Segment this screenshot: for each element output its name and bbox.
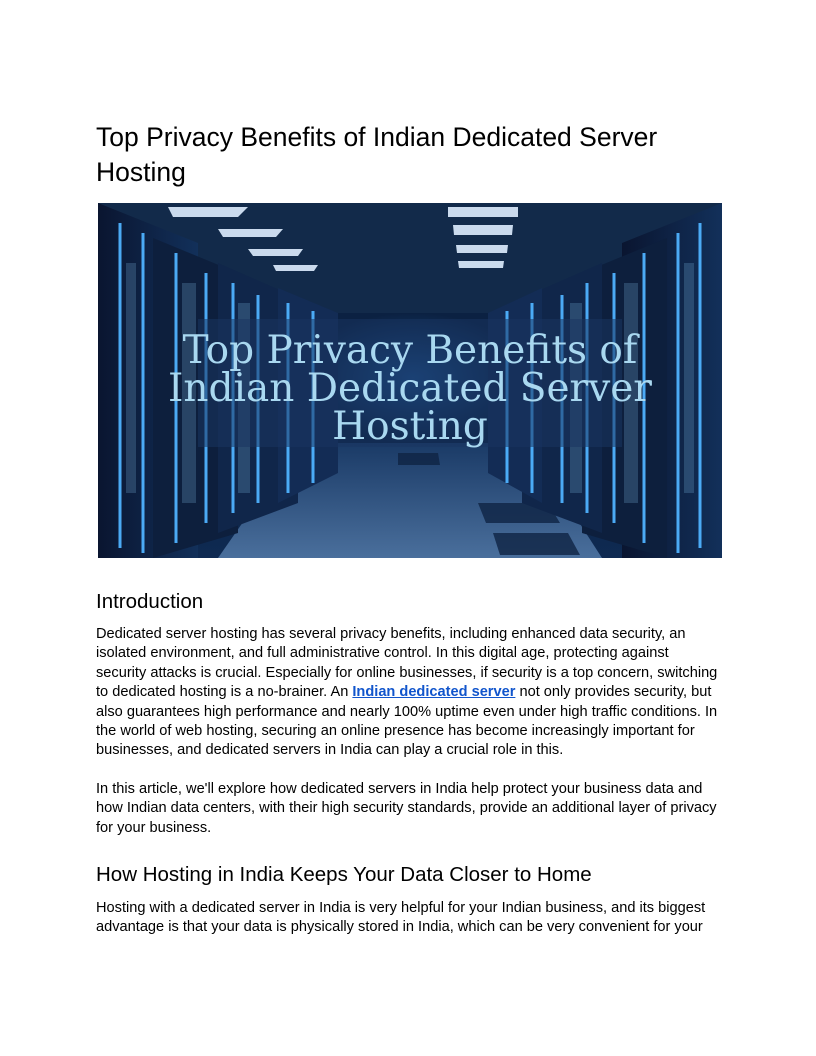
- document-title: Top Privacy Benefits of Indian Dedicated Server Hosting: [96, 122, 658, 187]
- intro-paragraph-2: In this article, we'll explore how dedicated servers in India help protect your business data and how Indian data centers, with their high security standards, provide an additional layer of privacy for your business.: [96, 781, 717, 836]
- hero-overlay-line-1: Top Privacy Benefits of: [182, 328, 638, 373]
- hero-overlay-line-2: Indian Dedicated Server: [168, 366, 652, 411]
- section-heading-hosting-in-india: How Hosting in India Keeps Your Data Closer to Home: [96, 863, 592, 886]
- section-heading-introduction: Introduction: [96, 590, 204, 613]
- intro-paragraph-1: [96, 625, 722, 761]
- intro-text-before-link: Dedicated server hosting has several privacy benefits, including enhanced data security, an isolated environment, and full administrative control. In this digital age, protecting against security attacks is crucial. Especially for online businesses, if security is a top concern, switching to dedicated hosting is a no-brainer. An: [96, 626, 718, 701]
- indian-dedicated-server-link[interactable]: Indian dedicated server: [352, 684, 516, 701]
- hosting-paragraph-1: Hosting with a dedicated server in India is very helpful for your Indian business, and its biggest advantage is that your data is physically stored in India, which can be very convenient for your: [96, 900, 706, 936]
- hero-overlay-line-3: Hosting: [332, 404, 488, 449]
- hero-image: [98, 203, 722, 558]
- intro-text-after-link: not only provides security, but also guarantees high performance and nearly 100% uptime even under high traffic conditions. In the world of web hosting, securing an online presence has become increasingly important for businesses, and dedicated servers in India can play a crucial role in this.: [96, 684, 718, 759]
